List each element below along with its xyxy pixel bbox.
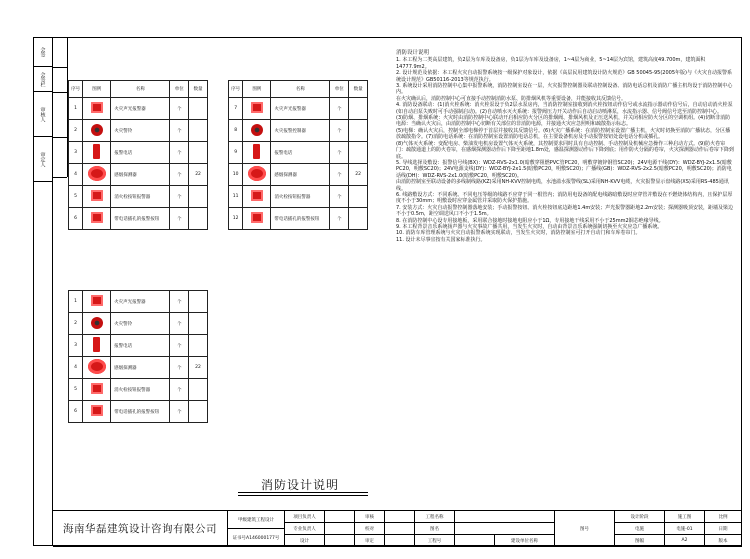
device-symbol-icon [91, 295, 103, 306]
row-unit: 个 [330, 120, 349, 142]
row-name: 火灾声光报警器 [111, 291, 170, 313]
row-no: 4 [69, 164, 83, 186]
legend-row [69, 335, 208, 357]
tb-label: 图号 [555, 511, 615, 547]
side-label: 审定人 [33, 137, 53, 182]
header-unit: 单位 [330, 81, 349, 98]
row-symbol [243, 98, 271, 120]
row-name: 消火栓按钮报警器 [111, 379, 170, 401]
row-no: 5 [69, 186, 83, 208]
row-qty [189, 313, 208, 335]
signature-strip-inner [53, 37, 68, 177]
legend-row [69, 291, 208, 313]
row-unit: 个 [170, 164, 189, 186]
row-symbol [83, 164, 111, 186]
row-symbol [83, 313, 111, 335]
notes-paragraph: 10. 消防车库管理系统与火灾自动报警系统实现联动，当发生火灾时，消防控制室可打开自动门和车库卷帘门。 [396, 230, 641, 237]
tb-value [455, 511, 555, 523]
row-name: 感烟探测器 [111, 164, 170, 186]
tb-value [455, 523, 555, 535]
row-no: 10 [229, 164, 243, 186]
legend-row [69, 142, 208, 164]
tb-label: 比例 [705, 511, 742, 523]
row-qty [349, 120, 368, 142]
legend-row [229, 142, 368, 164]
row-symbol [83, 357, 111, 379]
tb-label: 图名 [415, 523, 455, 535]
row-symbol [83, 401, 111, 423]
tb-label: 审核 [355, 511, 385, 523]
tb-label: 专业负责人 [285, 523, 325, 535]
row-no: 12 [229, 208, 243, 230]
legend-row [229, 164, 368, 186]
header-no: 序号 [69, 81, 83, 98]
row-name: 报警电话 [111, 335, 170, 357]
tb-label: 工程号 [415, 535, 455, 547]
divider [53, 137, 67, 138]
design-notes [396, 50, 734, 243]
row-name: 带电话插孔的报警按钮 [111, 401, 170, 423]
phone-symbol-icon [93, 144, 100, 159]
device-symbol-icon [91, 405, 103, 416]
tb-label: 日期 [705, 523, 742, 535]
row-name: 消火栓按钮报警器 [111, 186, 170, 208]
legend-row [69, 379, 208, 401]
row-no: 7 [229, 98, 243, 120]
legend-row [69, 401, 208, 423]
tb-value [385, 511, 415, 523]
notes-paragraph: 5. 导线选择及敷设：报警信号线(BX)：WDZ-RVS-2x1.0(暗敷穿阻燃PVC管PC20，明敷穿镀锌钢管SC20)；24V电源干线(DY)：WDZ-BYJ-2x1.5(暗敷PC20，明敷SC20)；24V电源支线(DY)：WDZ-BYJ-2x1.5(暗敷PC20，明敷SC20)；广播线(GB)：WDZ-RVS-2x2.5(暗敷PC20，明敷SC20)；消防电话线(DH)：WDZ-RVS-2x1.0(暗敷PC20，明敷SC20)。 [396, 159, 732, 179]
tb-label: 设计 [285, 535, 325, 547]
legend-row [69, 164, 208, 186]
row-unit: 个 [170, 379, 189, 401]
company-name: 海南华磊建筑设计咨询有限公司 [53, 511, 228, 547]
header-name: 名称 [111, 81, 170, 98]
row-no: 11 [229, 186, 243, 208]
smoke-detector-icon [88, 359, 106, 374]
row-no: 1 [69, 291, 83, 313]
cert-number: 证书号A146000177号 [228, 529, 285, 547]
phone-symbol-icon [93, 337, 100, 352]
legend-row [229, 98, 368, 120]
row-qty: 22 [189, 164, 208, 186]
row-qty [189, 98, 208, 120]
side-label: 审核人 [33, 92, 53, 137]
notes-heading: 消防设计说明 [396, 50, 430, 56]
legend-row [69, 186, 208, 208]
title-block [53, 510, 742, 547]
bell-symbol-icon [251, 124, 263, 136]
device-symbol-icon [251, 212, 263, 223]
row-symbol [83, 98, 111, 120]
notes-paragraph: 6. 线路敷设方式：不同系统、不同电压等级的线路不应穿于同一根管内；消防用电设备的配电线路暗敷设时应穿管并敷设在不燃烧体结构内，且保护层厚度不小于30mm；明敷设时应穿金属管并采取防火保护措施。 [396, 191, 733, 205]
signature-strip [33, 37, 53, 546]
row-qty [189, 401, 208, 423]
tb-value [455, 535, 495, 547]
cert-grade: 甲级建筑工程设计 [228, 511, 285, 529]
row-symbol [83, 379, 111, 401]
row-no: 6 [69, 401, 83, 423]
device-symbol-icon [91, 190, 103, 201]
notes-paragraph: 3. 系统设计采用消防控制中心集中报警系统，消防控制室设在一层，火灾报警控制器及联动控制设备、消防电话总机及消防广播主机均设于消防控制中心内。 [396, 83, 733, 96]
legend-row [69, 313, 208, 335]
device-symbol-icon [251, 190, 263, 201]
legend-table-left [68, 80, 208, 230]
tb-value: A2 [665, 535, 705, 547]
tb-label: 建设单位名称 [495, 535, 555, 547]
row-symbol [83, 335, 111, 357]
row-name: 火灾警铃 [111, 120, 170, 142]
device-symbol-icon [91, 102, 103, 113]
header-symbol: 图例 [243, 81, 271, 98]
divider [53, 92, 67, 93]
header-symbol: 图例 [83, 81, 111, 98]
row-unit: 个 [170, 142, 189, 164]
title-underline [238, 495, 368, 496]
row-qty [189, 120, 208, 142]
legend-row [69, 357, 208, 379]
row-symbol [83, 142, 111, 164]
notes-paragraph: 由消防控制室至联动设备的多线制线路(KZ)采用NH-KVV控制电缆，水池溢水报警线(SL)采用NH-KVV电缆，火灾报警显示盘线路(XS)采用RS-485通讯线。 [396, 179, 729, 192]
row-symbol [243, 142, 271, 164]
row-symbol [243, 120, 271, 142]
side-label: 会签栏 [33, 67, 53, 92]
smoke-detector-icon [88, 166, 106, 181]
row-name: 火灾警铃 [111, 313, 170, 335]
row-qty [189, 291, 208, 313]
tb-label: 设计阶段 [615, 511, 665, 523]
legend-header-row [229, 81, 368, 98]
device-symbol-icon [251, 102, 263, 113]
legend-row [69, 120, 208, 142]
bell-symbol-icon [91, 317, 103, 329]
device-symbol-icon [91, 383, 103, 394]
row-name: 消火栓按钮报警器 [271, 186, 330, 208]
row-unit: 个 [330, 164, 349, 186]
row-no: 2 [69, 313, 83, 335]
tb-value: 电施-01 [665, 523, 705, 535]
notes-paragraph: (3)防烟、排烟系统：火灾时由消防控制中心联动开启相应防火分区的排烟阀、排烟风机及正压送风机，并关闭相应防火分区的空调机组。(4)切断非消防电源：当确认火灾后，由消防控制中心切断有关部位的非消防电源，并接通火灾应急照明和疏散指示标志。 [396, 115, 731, 128]
row-symbol [243, 186, 271, 208]
row-qty [189, 186, 208, 208]
notes-paragraph: 8. 在消防控制中心设专用接地板，采用联合接地时接地电阻应小于1Ω，专用接地干线采用不小于25mm2铜芯绝缘导线。 [396, 217, 664, 224]
row-no: 8 [229, 120, 243, 142]
row-unit: 个 [330, 142, 349, 164]
tb-value [385, 535, 415, 547]
row-qty [349, 208, 368, 230]
row-no: 5 [69, 379, 83, 401]
smoke-detector-icon [248, 166, 266, 181]
row-no: 3 [69, 335, 83, 357]
header-qty: 数量 [349, 81, 368, 98]
tb-label: 校对 [355, 523, 385, 535]
legend-row [229, 208, 368, 230]
header-no: 序号 [229, 81, 243, 98]
legend-row [229, 186, 368, 208]
row-qty [189, 142, 208, 164]
row-name: 带电话插孔的报警按钮 [271, 208, 330, 230]
bell-symbol-icon [91, 124, 103, 136]
row-name: 感烟探测器 [271, 164, 330, 186]
tb-value [385, 523, 415, 535]
tb-label: 电施 [615, 523, 665, 535]
row-qty [189, 208, 208, 230]
phone-symbol-icon [253, 144, 260, 159]
tb-value [325, 523, 355, 535]
header-qty: 数量 [189, 81, 208, 98]
row-unit: 个 [330, 186, 349, 208]
row-unit: 个 [170, 208, 189, 230]
row-name: 火灾报警控制器 [271, 120, 330, 142]
row-symbol [83, 186, 111, 208]
header-name: 名称 [271, 81, 330, 98]
row-unit: 个 [330, 98, 349, 120]
row-symbol [83, 120, 111, 142]
row-name: 火灾声光报警器 [111, 98, 170, 120]
tb-label: 图幅 [615, 535, 665, 547]
notes-paragraph: 1. 本工程为二类高层建筑，负2层为车库及设备房，负1层为车库及设备房，1~4层为商业，5~14层为宾馆，建筑高度49.700m，建筑面积14777.9m2。 [396, 57, 706, 70]
device-symbol-icon [91, 212, 103, 223]
row-unit: 个 [170, 335, 189, 357]
row-unit: 个 [170, 291, 189, 313]
row-name: 报警电话 [111, 142, 170, 164]
divider [53, 177, 67, 178]
row-name: 带电话插孔的报警按钮 [111, 208, 170, 230]
row-no: 2 [69, 120, 83, 142]
title-underline [238, 492, 368, 493]
header-unit: 单位 [170, 81, 189, 98]
legend-table-bottom [68, 290, 208, 423]
legend-header-row [69, 81, 208, 98]
row-unit: 个 [170, 313, 189, 335]
legend-table-right [228, 80, 368, 230]
notes-paragraph: (8)气体灭火系统：变配电房、柴油发电机房设置气体灭火系统，其控制要求同时具有自动控制、手动控制及机械应急操作三种启动方式。(9)防火卷帘门：疏散通道上的防火卷帘，在感烟探测器动作后下降至距地1.8m处，感温探测器动作后下降到底；用作防火分隔的卷帘，火灾探测器动作后卷帘下降到底。 [396, 140, 734, 160]
legend-row [229, 120, 368, 142]
tb-label: 审定 [355, 535, 385, 547]
row-no: 6 [69, 208, 83, 230]
tb-label: 项目负责人 [285, 511, 325, 523]
row-symbol [83, 208, 111, 230]
row-symbol [243, 208, 271, 230]
tb-value: 施工图 [665, 511, 705, 523]
row-unit: 个 [170, 186, 189, 208]
notes-paragraph: (5)电梯：确认火灾后，控制全部电梯停于首层并接收其反馈信号。(6)火灾广播系统：在消防控制室设置广播主机，火灾时切换至消防广播状态，分区播放疏散指令。(7)消防电话系统：在消防控制室设置消防电话总机，在主要设备机房及手动报警按钮处设电话分机或插孔。 [396, 127, 731, 141]
side-label: 会签 [33, 37, 53, 67]
row-name: 报警电话 [271, 142, 330, 164]
tb-label: 工程名称 [415, 511, 455, 523]
row-no: 9 [229, 142, 243, 164]
row-no: 1 [69, 98, 83, 120]
row-no: 4 [69, 357, 83, 379]
row-name: 感烟探测器 [111, 357, 170, 379]
notes-paragraph: 4. 消防设备联动：(1)消火栓系统：消火栓泵设于负2层水泵房内，当消防控制室接收到消火栓按钮动作信号或水流指示器动作信号后，自动启动消火栓泵(如自动启泵失败时可手动强制启动)。(2)自动喷水灭火系统：报警阀压力开关动作后自动启动喷淋泵，水流指示器、信号阀信号送至消防控制中心。 [396, 102, 733, 115]
row-unit: 个 [330, 208, 349, 230]
row-symbol [83, 291, 111, 313]
tb-label: 版本 [705, 535, 742, 547]
notes-paragraph: 在火灾确认后，消防控制中心可直接手动控制消防水泵、防排烟风机等重要设备，并能接收其反馈信号。 [396, 95, 627, 102]
legend-row [69, 208, 208, 230]
tb-value [325, 535, 355, 547]
row-no: 3 [69, 142, 83, 164]
row-qty [349, 186, 368, 208]
row-symbol [243, 164, 271, 186]
row-qty: 22 [349, 164, 368, 186]
row-qty [189, 335, 208, 357]
notes-paragraph: 11. 设计未尽事宜按有关国家标准执行。 [396, 236, 486, 243]
row-unit: 个 [170, 357, 189, 379]
row-unit: 个 [170, 401, 189, 423]
row-unit: 个 [170, 98, 189, 120]
notes-paragraph: 7. 安装方式：火灾自动报警控制器落地安装；手动报警按钮、消火栓按钮底边距地1.4m安装；声光报警器距地2.2m安装；探测器吸顶安装，距墙及梁边不小于0.5m，距空调送风口不小于1.5m。 [396, 204, 734, 218]
row-unit: 个 [170, 120, 189, 142]
divider [53, 67, 67, 68]
legend-row [69, 98, 208, 120]
row-qty: 22 [189, 357, 208, 379]
notes-paragraph: 9. 本工程背景音乐系统扬声器与火灾事故广播共用，当发生火灾时，自动由背景音乐系统强制切换至火灾应急广播系统。 [396, 223, 663, 230]
row-qty [349, 142, 368, 164]
row-name: 火灾声光报警器 [271, 98, 330, 120]
row-qty [349, 98, 368, 120]
drawing-title: 消防设计说明 [261, 478, 340, 492]
notes-paragraph: 2. 设计规范及依据：本工程火灾自动报警系统按一级保护对象设计，依据《高层民用建筑设计防火规范》GB 50045-95(2005年版)与《火灾自动报警系统设计规范》GB50116-2013等规范执行。 [396, 70, 732, 83]
row-qty [189, 379, 208, 401]
tb-value [325, 511, 355, 523]
